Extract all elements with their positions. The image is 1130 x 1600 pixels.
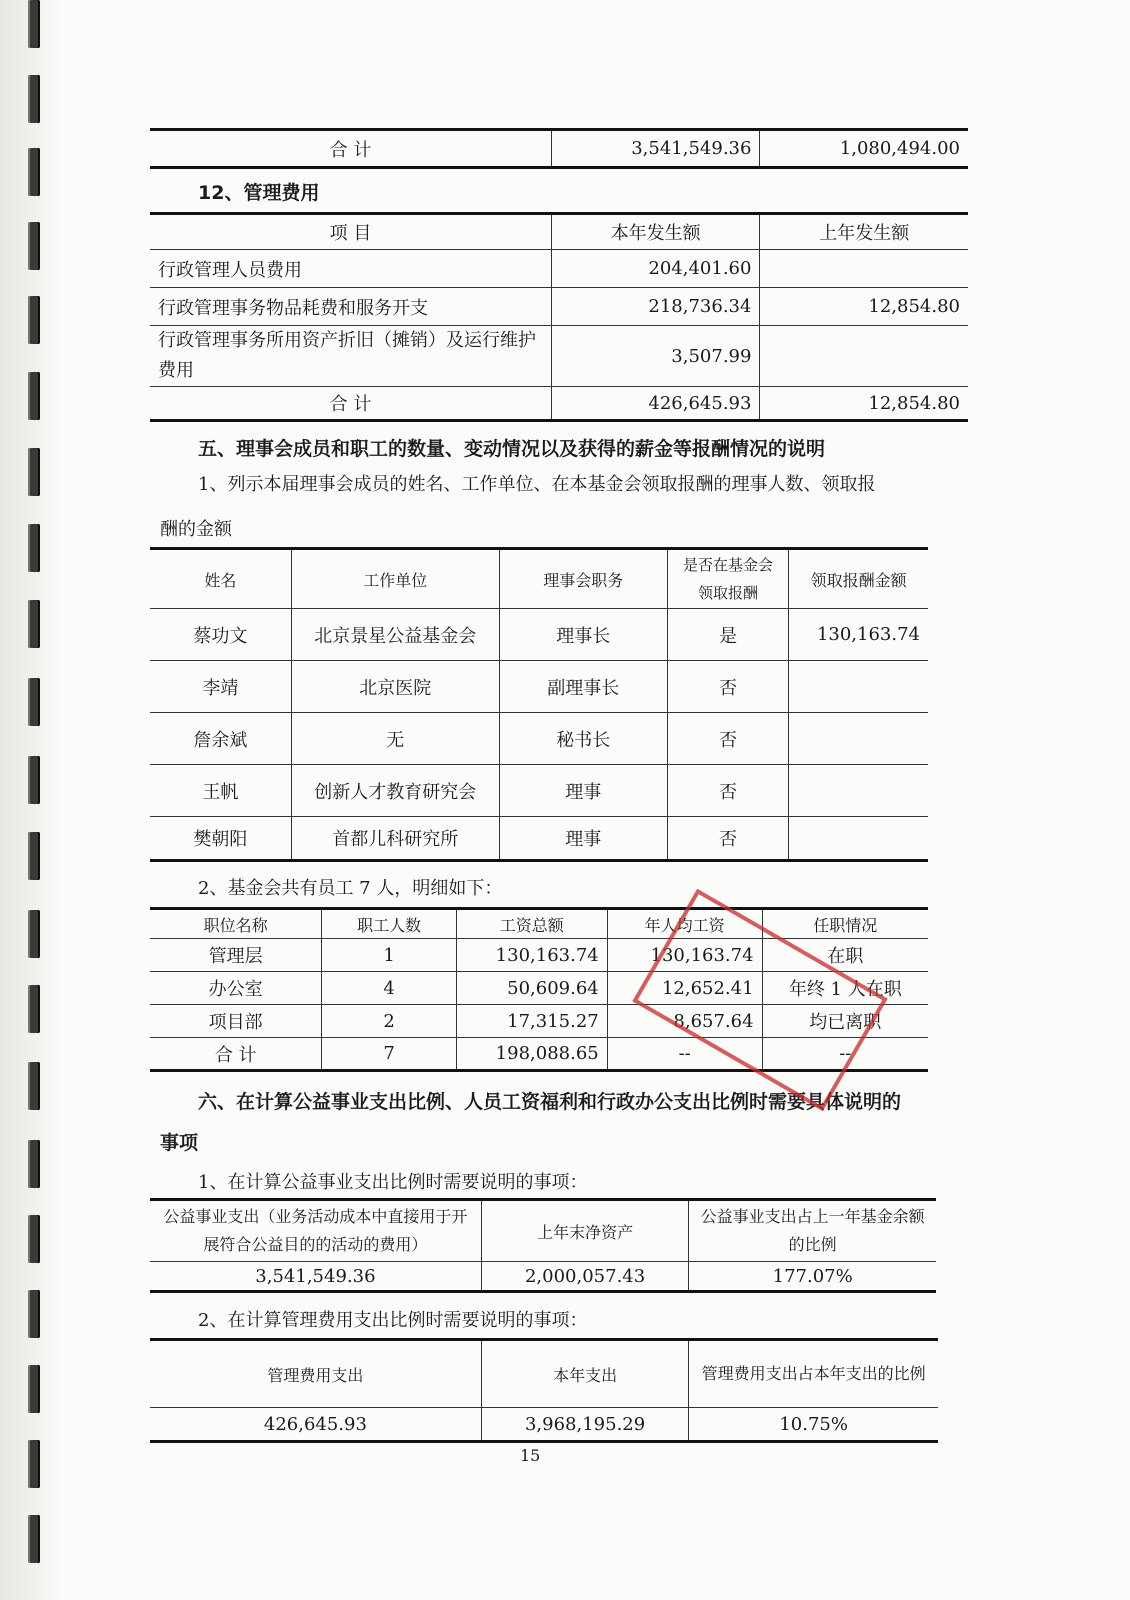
binding-ring <box>28 148 40 196</box>
staff-average: 130,163.74 <box>607 939 762 972</box>
member-unit: 无 <box>291 713 499 765</box>
section6-para2: 2、在计算管理费用支出比例时需要说明的事项： <box>198 1310 588 1331</box>
member-unit: 北京医院 <box>291 661 499 713</box>
header-welfare-expense: 公益事业支出（业务活动成本中直接用于开展符合公益目的的活动的费用） <box>150 1200 481 1262</box>
staff-position: 合 计 <box>150 1038 322 1071</box>
board-members-table <box>150 547 928 862</box>
member-role: 副理事长 <box>499 661 667 713</box>
total-current: 3,541,549.36 <box>551 130 760 168</box>
member-unit: 创新人才教育研究会 <box>291 765 499 817</box>
staff-status: -- <box>762 1038 928 1071</box>
staff-status: 均已离职 <box>762 1005 928 1038</box>
binding-ring <box>28 985 40 1033</box>
header-total: 工资总额 <box>456 909 607 939</box>
binding-strip <box>0 0 60 1600</box>
binding-ring <box>28 910 40 958</box>
row-current: 218,736.34 <box>551 288 760 326</box>
member-paid: 是 <box>667 609 789 661</box>
section5-para1: 1、列示本届理事会成员的姓名、工作单位、在本基金会领取报酬的理事人数、领取报 <box>198 474 876 495</box>
table-row <box>150 661 928 713</box>
staff-average: 8,657.64 <box>607 1005 762 1038</box>
header-unit: 工作单位 <box>291 549 499 609</box>
binding-ring <box>28 222 40 270</box>
binding-ring <box>28 524 40 572</box>
binding-ring <box>28 1140 40 1188</box>
header-item: 项 目 <box>150 214 551 250</box>
header-management-ratio: 管理费用支出占本年支出的比例 <box>689 1340 938 1408</box>
binding-ring <box>28 1440 40 1488</box>
binding-ring <box>28 1215 40 1263</box>
row-item: 行政管理事务物品耗费和服务开支 <box>150 288 551 326</box>
row-prior <box>760 250 968 288</box>
management-ratio-value: 10.75% <box>689 1408 938 1442</box>
member-paid: 否 <box>667 713 789 765</box>
staff-count: 1 <box>322 939 457 972</box>
binding-ring <box>28 756 40 804</box>
staff-total: 17,315.27 <box>456 1005 607 1038</box>
staff-count: 2 <box>322 1005 457 1038</box>
table-row <box>150 713 928 765</box>
header-welfare-ratio: 公益事业支出占上一年基金余额的比例 <box>689 1200 936 1262</box>
binding-ring <box>28 1515 40 1563</box>
member-unit: 北京景星公益基金会 <box>291 609 499 661</box>
member-amount <box>789 765 928 817</box>
staff-total: 198,088.65 <box>456 1038 607 1071</box>
member-name: 李靖 <box>150 661 291 713</box>
expense-table-tail <box>150 128 968 169</box>
total-label: 合 计 <box>150 387 551 421</box>
binding-ring <box>28 1365 40 1413</box>
binding-ring <box>28 296 40 344</box>
member-name: 詹余斌 <box>150 713 291 765</box>
section5-para2: 2、基金会共有员工 7 人，明细如下： <box>198 878 503 899</box>
staff-count: 7 <box>322 1038 457 1071</box>
section6-para1: 1、在计算公益事业支出比例时需要说明的事项： <box>198 1172 588 1193</box>
binding-ring <box>28 1290 40 1338</box>
binding-ring <box>28 75 40 123</box>
binding-ring <box>28 372 40 420</box>
binding-ring <box>28 1062 40 1110</box>
row-current: 3,507.99 <box>551 326 760 387</box>
header-paid: 是否在基金会领取报酬 <box>667 549 789 609</box>
management-expense-value: 426,645.93 <box>150 1408 481 1442</box>
member-amount <box>789 713 928 765</box>
total-label: 合 计 <box>150 130 551 168</box>
row-prior: 12,854.80 <box>760 288 968 326</box>
staff-total: 130,163.74 <box>456 939 607 972</box>
staff-position: 管理层 <box>150 939 322 972</box>
binding-ring <box>28 832 40 880</box>
total-prior: 1,080,494.00 <box>760 130 968 168</box>
member-paid: 否 <box>667 765 789 817</box>
table-row <box>150 288 968 326</box>
header-average: 年人均工资 <box>607 909 762 939</box>
row-prior <box>760 326 968 387</box>
total-prior: 12,854.80 <box>760 387 968 421</box>
table-row <box>150 250 968 288</box>
staff-status: 在职 <box>762 939 928 972</box>
header-prior: 上年发生额 <box>760 214 968 250</box>
net-assets-value: 2,000,057.43 <box>481 1262 689 1292</box>
member-amount: 130,163.74 <box>789 609 928 661</box>
table-row <box>150 326 968 387</box>
binding-ring <box>28 678 40 726</box>
header-status: 任职情况 <box>762 909 928 939</box>
member-role: 理事 <box>499 817 667 861</box>
annual-expense-value: 3,968,195.29 <box>481 1408 689 1442</box>
table-row <box>150 817 928 861</box>
member-name: 蔡功文 <box>150 609 291 661</box>
header-count: 职工人数 <box>322 909 457 939</box>
row-item: 行政管理事务所用资产折旧（摊销）及运行维护费用 <box>150 326 551 387</box>
member-unit: 首都儿科研究所 <box>291 817 499 861</box>
row-current: 204,401.60 <box>551 250 760 288</box>
header-position: 职位名称 <box>150 909 322 939</box>
page-number: 15 <box>520 1446 541 1465</box>
table-row <box>150 765 928 817</box>
binding-ring <box>28 0 40 48</box>
binding-ring <box>28 448 40 496</box>
section12-heading: 12、管理费用 <box>198 182 320 204</box>
member-paid: 否 <box>667 817 789 861</box>
header-name: 姓名 <box>150 549 291 609</box>
member-role: 理事 <box>499 765 667 817</box>
member-amount <box>789 661 928 713</box>
member-role: 理事长 <box>499 609 667 661</box>
row-item: 行政管理人员费用 <box>150 250 551 288</box>
table-row <box>150 1262 936 1292</box>
welfare-ratio-value: 177.07% <box>689 1262 936 1292</box>
staff-average: -- <box>607 1038 762 1071</box>
staff-position: 办公室 <box>150 972 322 1005</box>
header-role: 理事会职务 <box>499 549 667 609</box>
staff-position: 项目部 <box>150 1005 322 1038</box>
welfare-ratio-table <box>150 1198 936 1293</box>
section5-para1-cont: 酬的金额 <box>160 519 232 540</box>
staff-status: 年终 1 人在职 <box>762 972 928 1005</box>
member-paid: 否 <box>667 661 789 713</box>
staff-total: 50,609.64 <box>456 972 607 1005</box>
header-annual-expense: 本年支出 <box>481 1340 689 1408</box>
header-management-expense: 管理费用支出 <box>150 1340 481 1408</box>
binding-ring <box>28 600 40 648</box>
member-amount <box>789 817 928 861</box>
total-current: 426,645.93 <box>551 387 760 421</box>
member-role: 秘书长 <box>499 713 667 765</box>
table-row <box>150 609 928 661</box>
staff-count: 4 <box>322 972 457 1005</box>
management-ratio-table <box>150 1338 938 1443</box>
section6-heading: 六、在计算公益事业支出比例、人员工资福利和行政办公支出比例时需要具体说明的 <box>198 1091 902 1113</box>
table-row <box>150 387 968 421</box>
welfare-expense-value: 3,541,549.36 <box>150 1262 481 1292</box>
section6-heading-cont: 事项 <box>160 1132 199 1154</box>
staff-average: 12,652.41 <box>607 972 762 1005</box>
header-amount: 领取报酬金额 <box>789 549 928 609</box>
member-name: 王帆 <box>150 765 291 817</box>
member-name: 樊朝阳 <box>150 817 291 861</box>
section5-heading: 五、理事会成员和职工的数量、变动情况以及获得的薪金等报酬情况的说明 <box>198 438 826 460</box>
management-expense-table <box>150 212 968 422</box>
header-current: 本年发生额 <box>551 214 760 250</box>
header-net-assets: 上年末净资产 <box>481 1200 689 1262</box>
table-row <box>150 1408 938 1442</box>
